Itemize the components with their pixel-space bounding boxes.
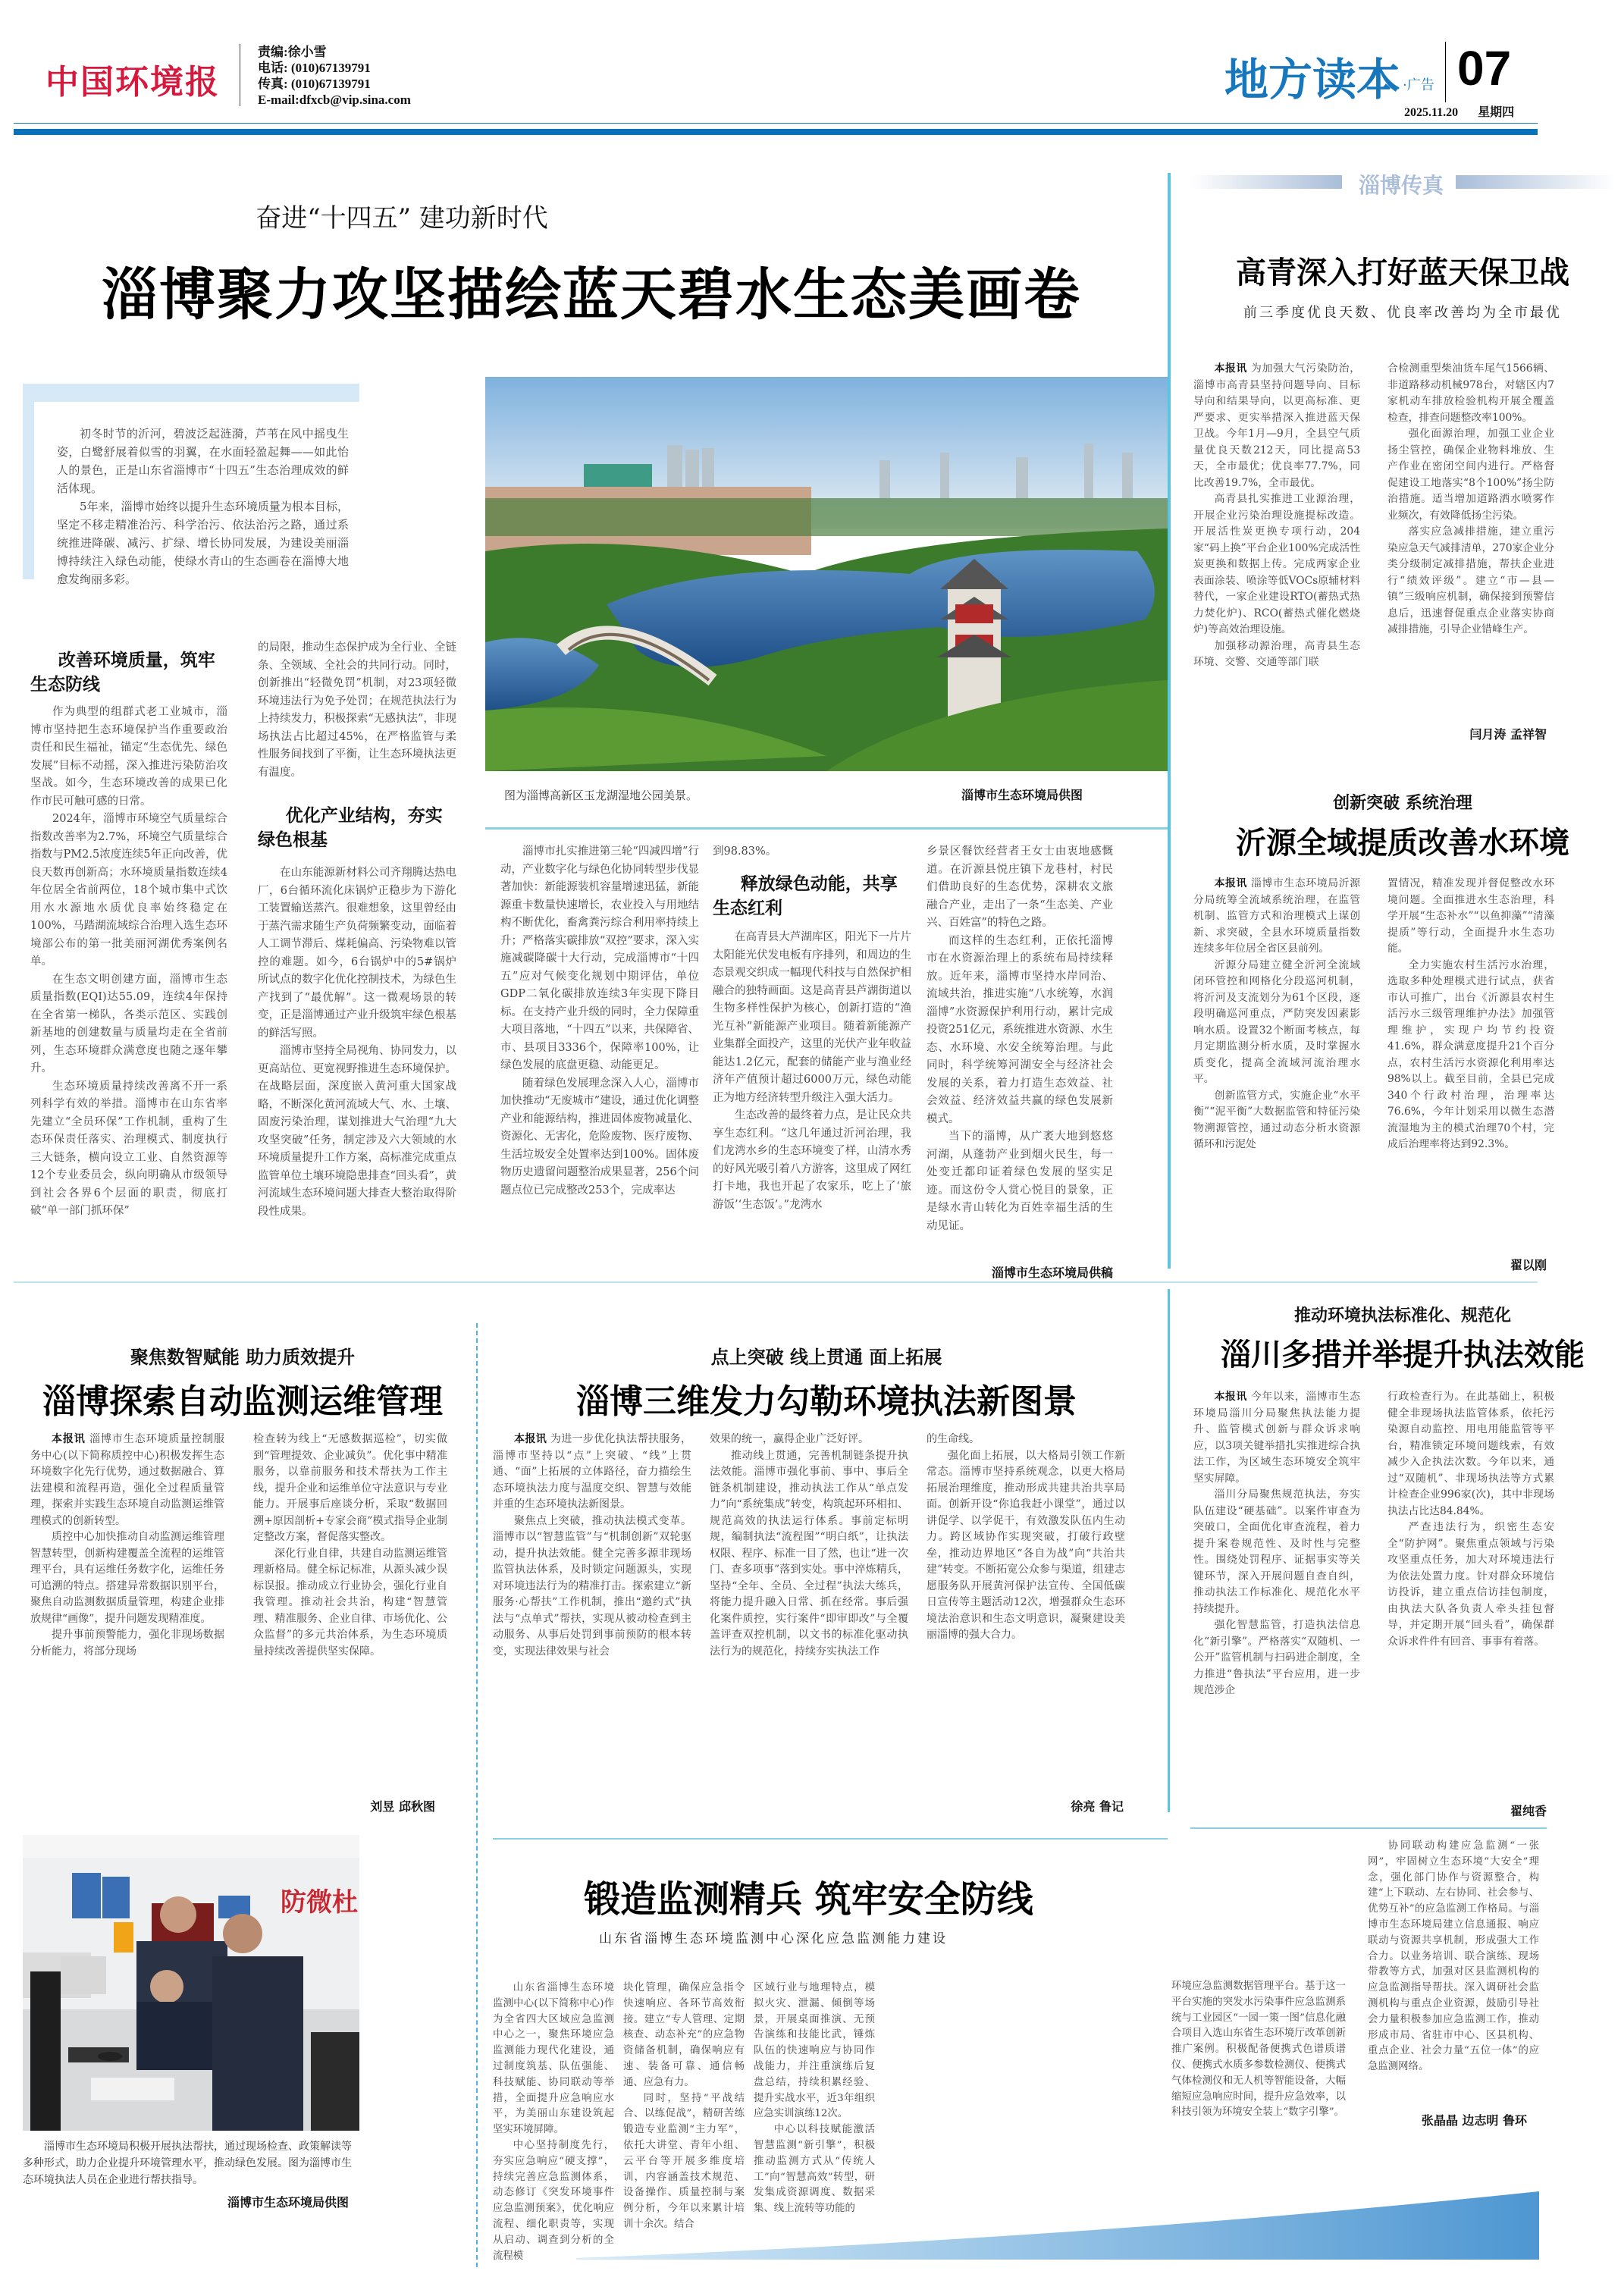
- paragraph-text: 淄博市生态环境质量控制服务中心(以下简称质控中心)积极发挥生态环境数字化先行优势，通过数据融合、算法建模和流程再造，强化全过程质量管理，探索并实践生态环境自动监测运维管理模式的创新转型。: [30, 1433, 225, 1527]
- paragraph: 质控中心加快推动自动监测运维管理智慧转型，创新构建覆盖全流程的运维管理平台，具有运维任务数字化，运维任务可追溯的特点。搭建异常数据识别平台，聚焦自动监测数据质量管理，构建企业排放规律“画像”，提升问题发现精准度。: [30, 1531, 224, 1625]
- story-b-col3: [927, 1432, 1125, 1644]
- paragraph: 落实应急减排措施，建立重污染应急天气减排清单，270家企业分类分级制定减排措施，帮扶企业进行“绩效评级”。建立“市—县—镇”三级响应机制，确保接到预警信息后，迅速督促重点企业落实协商减排措施，引导企业错峰生产。: [1387, 525, 1554, 635]
- section1-heading: 改善环境质量，筑牢生态防线: [30, 651, 215, 695]
- paragraph: 中心坚持制度先行，夯实应急响应“硬支撑”，持续完善应急监测体系，动态修订《突发环境事件应急监测预案》，优化响应流程、细化职责等，实现从启动、调查到分析的全流程模: [493, 2139, 614, 2262]
- story-a-byline: 刘昱 邱秋图: [370, 1799, 435, 1814]
- photo-caption-rule: [485, 827, 1168, 830]
- column4-start: 到98.83%。: [713, 845, 777, 858]
- paragraph: 中心以科技赋能激活智慧监测“新引擎”，积极推动监测方式从“传统人工”向“智慧高效”转型，研发集成资源调度、数据采集、线上流转等功能的: [754, 2124, 875, 2215]
- column5-body: [927, 843, 1113, 1235]
- weekday: 星期四: [1478, 106, 1515, 119]
- monitoring-byline: 张晶晶 边志明 鲁环: [1421, 2113, 1527, 2128]
- paragraph: 聚焦点上突破，推动执法模式变革。淄博市以“智慧监管”与“机制创新”双轮驱动，提升执法效能。健全完善多源非现场监管执法体系，及时锁定问题源头，实现对环境违法行为的精准打击。探索建立“新服务·心帮扶”工作机制，推出“邀约式”执法与“点单式”帮扶，实现从被动检查到主动服务、从事后处罚到事前预防的根本转变，实现法律效果与社会: [493, 1514, 691, 1658]
- story-a-kicker: 聚焦数智赋能 助力质效提升: [130, 1347, 356, 1368]
- section-tag: [1190, 169, 1615, 198]
- story-b-title: 淄博三维发力勾勒环境执法新图景: [576, 1382, 1077, 1421]
- section-tag-bar-left: [1190, 175, 1342, 189]
- paragraph: 而这样的生态红利，正依托淄博市在水资源治理上的系统布局持续释放。近年来，淄博市坚持水岸同治、流域共治，推进实施“八水统筹，水润淄博”水资源保护利用行动，累计完成投资251亿元，系统推进水资源、水生态、水环境、水安全统筹治理。与此同时，科学统筹河湖安全与经济社会发展的关系，着力打造生态效益、社会效益、经济效益共赢的绿色发展新模式。: [927, 934, 1113, 1125]
- paragraph: 全力实施农村生活污水治理，选取多种处理模式进行试点，获省市认可推广，出台《沂源县农村生活污水三级管理维护办法》加强管理维护，实现户均节约投资41.6%，群众满意度提升21个百分点，农村生活污水资源化利用率达98%以上。截至目前，全县已完成340个行政村治理，治理率达76.6%，今年计划采用以微生态潜流湿地为主的模式治理70个村，完成后治理率将达到92.3%。: [1387, 958, 1554, 1150]
- enforcement-photo: [23, 1835, 359, 2131]
- paragraph: 在生态文明创建方面，淄博市生态质量指数(EQI)达55.09，连续4年保持在全省第一梯队，各类示范区、实践创新基地的创建数量与质量均走在全省前列，生态环境群众满意度也随之逐年攀升。: [30, 973, 227, 1074]
- section1-body: [30, 704, 227, 1221]
- monitoring-story-subtitle: 山东省淄博生态环境监测中心深化应急监测能力建设: [599, 1931, 948, 1946]
- section3-body: [713, 929, 911, 1214]
- paragraph-text: 为加强大气污染防治，淄博市高青县坚持问题导向、目标导向和结果导向，以更高标准、更严要求、更实举措深入推进蓝天保卫战。今年1月—9月，全县空气质量优良天数212天，同比提高53天，全市最优；优良率77.7%，同比改善19.7%，全市最优。: [1193, 362, 1361, 489]
- paragraph: 合检测重型柴油货车尾气1566辆、非道路移动机械978台，对辖区内7家机动车排放检验机构开展全覆盖检查，排查问题整改率100%。: [1387, 362, 1554, 424]
- story-b-byline: 徐亮 鲁记: [1071, 1799, 1124, 1814]
- editor-info: [258, 44, 411, 108]
- paragraph: [1193, 361, 1360, 491]
- column2-body: [258, 639, 456, 782]
- paragraph: 区域行业与地理特点，模拟火灾、泄漏、倾倒等场景，开展桌面推演、无预告演练和技能比武，锤炼队伍的快速响应与协同作战能力，并注重演练后复盘总结，持续积累经验、提升实战水平，近3年组织应急实训演练12次。: [754, 1982, 875, 2120]
- story2-col1: [1193, 876, 1360, 1153]
- newspaper-logo: 中国环境报: [45, 63, 220, 102]
- story-a-title: 淄博探索自动监测运维管理: [42, 1382, 443, 1421]
- story-a-col2: [253, 1432, 447, 1660]
- story-b-col2: [710, 1432, 908, 1660]
- story2-title: 沂源全域提质改善水环境: [1236, 825, 1569, 861]
- intro-paragraph: 5年来，淄博市始终以提升生态环境质量为根本目标，坚定不移走精准治污、科学治污、依法治污之路，通过系统推进降碳、减污、扩绿、增长协同发展，为建设美丽淄博持续注入绿色动能，使绿水青山的生态画卷在淄博大地愈发绚丽多彩。: [57, 500, 349, 586]
- story-a-col1: [30, 1432, 224, 1660]
- paragraph: 置情况，精准发现并督促整改水环境问题。全面推进水生态治理，科学开展“生态补水”“以鱼抑藻”“清藻提质”等行动，全面提升水生态功能。: [1387, 877, 1554, 955]
- decorative-swoosh: [576, 2191, 1621, 2260]
- main-kicker: 奋进“十四五” 建功新时代: [256, 203, 548, 234]
- paragraph: 在山东能源新材料公司齐翔腾达热电厂，6台循环流化床锅炉正稳步为下游化工装置输送蒸汽。很难想象，这里曾经由于蒸汽需求随生产负荷频繁变动，面临着人工调节滞后、煤耗偏高、污染物难以管控的难题。如今，6台锅炉中的5#锅炉所试点的数字化优化控制技术，为绿色生产找到了“最优解”。这一微观场景的转变，正是淄博通过产业升级筑牢绿色根基的鲜活写照。: [258, 867, 456, 1040]
- intro-paragraph: 初冬时节的沂河，碧波泛起涟漪，芦苇在风中摇曳生姿，白鹭舒展着似雪的羽翼，在水面轻盈起舞——如此怡人的景色，正是山东省淄博市“十四五”生态治理成效的鲜活体现。: [57, 427, 349, 495]
- main-byline: 淄博市生态环境局供稿: [991, 1266, 1113, 1280]
- paragraph: 行政检查行为。在此基础上，积极健全非现场执法监管体系，依托污染源自动监控、用电用能监管等平台，精准锁定环境问题线索，有效减少入企执法次数。今年以来，通过“双随机”、非现场执法等方式累计检查企业996家(次)，其中非现场执法占比达84.84%。: [1387, 1391, 1554, 1517]
- paragraph: 推动线上贯通，完善机制链条提升执法效能。淄博市强化事前、事中、事后全链条机制建设，推动执法工作从“单点发力”向“系统集成”转变，构筑起环环相扣、规范高效的执法运行体系。事前定标明规，编制执法“流程图”“明白纸”，让执法权限、程序、标准一目了然，也让“进一次门、查多项事”落到实处。事中淬炼精兵，坚持“全年、全员、全过程”执法大练兵，将能力提升融入日常、抓在经常。事后强化案件质控，实行案件“即审即改”与全覆盖评查双控机制，以文书的标准化驱动执法行为的规范化，持续夯实执法工作: [710, 1449, 908, 1658]
- story2-byline: 翟以刚: [1510, 1258, 1547, 1272]
- issue-date: [1404, 102, 1514, 120]
- section-tag-label: 淄博传真: [1359, 173, 1444, 198]
- story-b-right-rule: [1168, 1289, 1170, 1812]
- story-b-col1: [493, 1432, 691, 1660]
- section2-heading: 优化产业结构，夯实绿色根基: [258, 806, 443, 850]
- paragraph: 山东省淄博生态环境监测中心(以下简称中心)作为全省四大区域应急监测中心之一，聚焦环境应急监测能力现代化建设，通过制度筑基、队伍强能、科技赋能、协同联动等举措，全面提升应急响应水平，为美丽山东建设筑起坚实环境屏障。: [493, 1982, 614, 2136]
- editor-name: 责编:徐小雪: [258, 45, 327, 59]
- story1-title: 高青深入打好蓝天保卫战: [1236, 255, 1569, 290]
- wetland-park-image: [485, 377, 1168, 771]
- monitoring-story-title: 锻造监测精兵 筑牢安全防线: [584, 1878, 1033, 1921]
- story1-subtitle: 前三季度优良天数、优良率改善均为全市最优: [1243, 305, 1562, 321]
- paragraph: 环境应急监测数据管理平台。基于这一平台实施的突发水污染事件应急监测系统与工业园区“一园一策一图”信息化融合项目入选山东省生态环境厅改革创新推广案例。积极配备便携式色谱质谱仪、便携式水质多参数检测仪、便携式气体检测仪和无人机等智能设备，大幅缩短应急响应时间，提升应急效率，以科技引领为环境安全装上“数字引擎”。: [1171, 1981, 1346, 2119]
- paragraph: 同时，坚持“平战结合、以练促战”，精研苦练锻造专业监测“主力军”，依托大讲堂、青年小组、云平台等开展多维度培训，内容涵盖技术规范、设备操作、质量控制与案例分析，今年以来累计培训十余次。结合: [623, 2092, 745, 2230]
- story-b-bottom-rule: [493, 1838, 1168, 1840]
- paragraph-text: 为进一步优化执法帮扶服务，淄博市坚持以“点”上突破、“线”上贯通、“面”上拓展的立体路径，奋力描绘生态环境执法力度与温度交织、智慧与效能并重的生态环境执法新图景。: [493, 1433, 692, 1510]
- paragraph: 在高青县大芦湖库区，阳光下一片片太阳能光伏发电板有序排列，和周边的生态景观交织成一幅现代科技与自然保护相融合的独特画面。这是高青县芦湖街道以生物多样性保护为核心，创新打造的“渔光互补”新能源产业项目。随着新能源产业集群全面投产，这里的光伏产业年收益能达1.2亿元，配套的储能产业与渔业经济年产值预计超过6000万元，绿色动能正为地方经济转型升级注入强大活力。: [713, 931, 911, 1104]
- paragraph-text: 淄博市生态环境局沂源分局统筹全流域系统治理，在监管机制、监管方式和治理模式上谋创新、求突破，全县水环境质量指数连续多年位居全省区县前列。: [1193, 877, 1361, 955]
- lead-label: 本报讯: [514, 1433, 547, 1445]
- paragraph: 淄博市坚持全局视角、协同发力，以更高站位、更宽视野推进生态环境保护。在战略层面，深度嵌入黄河重大国家战略，不断深化黄河流域大气、水、土壤、固废污染治理，谋划推进大气治理“九大攻坚突破”任务，制定涉及六大领域的水环境质量提升工作方案，高标准完成重点监管单位土壤环境隐患排查“回头看”，黄河流域生态环境问题大排查大整治取得阶段性成果。: [258, 1045, 456, 1218]
- date-value: 2025.11.20: [1404, 106, 1459, 119]
- right-column-rule-left: [1169, 173, 1171, 1269]
- paragraph: 严查违法行为，织密生态安全“防护网”。聚焦重点领域与污染攻坚重点任务，加大对环境违法行为依法处置力度。针对群众环境信访投诉，建立重点信访挂包制度，由执法大队各负责人牵头挂包督导，并定期开展“回头看”，确保群众诉求件件有回音、事事有着落。: [1387, 1521, 1554, 1648]
- paragraph: 创新监管方式，实施企业“水平衡”“泥平衡”大数据监管和特征污染物溯源管控，通过动态分析水资源循环和污泥处: [1193, 1089, 1360, 1150]
- paragraph: 效果的统一，赢得企业广泛好评。: [710, 1433, 869, 1445]
- section2-body: [258, 864, 456, 1221]
- enforcement-photo-credit: 淄博市生态环境局供图: [227, 2195, 350, 2210]
- story1-byline: 闫月涛 孟祥智: [1469, 727, 1547, 742]
- paragraph: 强化面上拓展，以大格局引领工作新常态。淄博市坚持系统观念，以更大格局拓展治理维度，推动形成共建共治共享局面。创新开设“你追我赶小课堂”，通过以讲促学、以学促干，有效激发队伍内生动力。跨区域协作实现突破，打破行政壁垒，推动边界地区“各自为战”向“共治共建”转变。不断拓宽公众参与渠道，组建志愿服务队开展黄河保护法宣传、全国低碳日宣传等主题活动12次，增强群众生态环境法治意识和生态文明意识，凝聚建设美丽淄博的强大合力。: [927, 1449, 1125, 1641]
- paragraph: 高青县扎实推进工业源治理，开展企业污染治理设施提标改造。开展活性炭更换专项行动，204家“码上换”平台企业100%完成活性炭更换和数据上传。完成两家企业表面涂装、喷涂等低VOCs原辅材料替代，一家企业建设RTO(蓄热式热力焚化炉)、RCO(蓄热式催化燃烧炉)等高效治理设施。: [1193, 493, 1360, 635]
- story-c-col2: [1387, 1389, 1554, 1650]
- lead-label: 本报讯: [1214, 362, 1247, 375]
- main-headline: 淄博聚力攻坚描绘蓝天碧水生态美画卷: [102, 262, 1081, 328]
- paragraph: 强化智慧监管，打造执法信息化“新引擎”。严格落实“双随机、一公开”监管机制与扫码进企制度，全力推进“鲁执法”平台应用，进一步规范涉企: [1193, 1619, 1360, 1696]
- wetland-park-photo: [485, 377, 1168, 771]
- section-suffix: ·广告: [1403, 77, 1434, 93]
- section-tag-bar-right: [1456, 175, 1615, 189]
- paragraph: [30, 1432, 224, 1529]
- paragraph: 随着绿色发展理念深入人心，淄博市加快推动“无废城市”建设，通过优化调整产业和能源结构，推进固体废物减量化、资源化、无害化，危险废物、医疗废物、生活垃圾安全处置率达到100%。固体废物历史遗留问题整治成果显著，256个问题点位已完成整改253个，完成率达: [500, 1077, 699, 1197]
- enforcement-photo-caption: 淄博市生态环境局积极开展执法帮扶，通过现场检查、政策解读等多种形式，助力企业提升环境管理水平，推动绿色发展。图为淄博市生态环境执法人员在企业进行帮扶指导。: [23, 2141, 352, 2186]
- paragraph: 生态环境质量持续改善离不开一系列科学有效的举措。淄博市在山东省率先建立“全员环保”工作机制，重构了生态环保责任落实、治理模式、制度执行三大链条，横向设立工业、自然资源等12个专业委员会，纵向明确从市级领导到社会各界6个层面的职责，彻底打破“单一部门抓环保”: [30, 1080, 227, 1217]
- paragraph: 当下的淄博，从广袤大地到悠悠河湖，从蓬勃产业到烟火民生，每一处变迁都印证着绿色发展的坚实足迹。而这份令人赏心悦目的景象，正是绿水青山转化为百姓幸福生活的生动见证。: [927, 1131, 1113, 1232]
- story-c-byline: 翟纯香: [1510, 1804, 1547, 1818]
- paragraph: 检查转为线上“无感数据巡检”，切实做到“管理提效、企业减负”。优化事中精准服务，以靠前服务和技术帮扶为工作主线，提升企业和运维单位守法意识与专业能力。开展事后座谈分析，采取“数据回溯+原因剖析+专家会商”模式指导企业制定整改方案，督促落实整改。: [253, 1433, 447, 1543]
- paragraph: [1193, 876, 1360, 958]
- paragraph: 协同联动构建应急监测“一张网”，牢固树立生态环境“大安全”理念，强化部门协作与资源整合，构建“上下联动、左右协同、社会参与、优势互补”的应急监测工作格局。与淄博市生态环境局建立信息通报、响应联动与资源共享机制，形成强大工作合力。以业务培训、联合演练、现场带教等方式，加强对区县监测机构的应急监测指导帮扶。深入调研社会监测机构与重点企业资源，鼓励引导社会力量积极参加应急监测工作，推动形成市局、省驻市中心、区县机构、重点企业、社会力量“五位一体”的应急监测网络。: [1368, 1840, 1539, 2073]
- paragraph: 作为典型的组群式老工业城市，淄博市坚持把生态环境保护当作重要政治责任和民生福祉，锚定“生态优先、绿色发展”目标不动摇，深入推进污染防治攻坚战。如今，生态环境改善的成果已化作市民可触可感的日常。: [30, 706, 227, 808]
- paragraph: 深化行业自律，共建自动监测运维管理新格局。健全标记标准，从源头减少误标误报。推动成立行业协会，强化行业自我管理。推动社会共治，构建“智慧管理、精准服务、企业自律、市场优化、公众监督”的多元共治体系，为生态环境质量持续改善提供坚实保障。: [253, 1547, 447, 1658]
- paragraph: 淄川分局聚焦规范执法，夯实队伍建设“硬基础”。以案件审查为突破口，全面优化审查流程，着力提升案卷规范性、及时性与完整性。围绕处罚程序、证据事实等关键环节，深入开展问题自查自纠，推动执法工作标准化、规范化水平持续提升。: [1193, 1488, 1360, 1615]
- paragraph: 加强移动源治理，高青县生态环境、交警、交通等部门联: [1193, 639, 1360, 668]
- paragraph: 强化面源治理，加强工业企业扬尘管控，确保企业物料堆放、生产作业在密闭空间内进行。严格督促建设工地落实“8个100%”扬尘防治措施。适当增加道路洒水喷雾作业频次，有效降低扬尘污染。: [1387, 428, 1554, 522]
- page-number-divider: [1445, 42, 1446, 102]
- editor-email[interactable]: E-mail:dfxcb@vip.sina.com: [258, 93, 411, 107]
- paragraph: 乡景区餐饮经营者王女士由衷地感慨道。在沂源县悦庄镇下龙巷村，村民们借助良好的生态优势，深耕农文旅融合产业，走出了一条“生态美、产业兴、百姓富”的特色之路。: [927, 845, 1113, 929]
- paragraph: 2024年，淄博市环境空气质量综合指数改善率为2.7%，环境空气质量综合指数与PM2.5浓度连续5年正向改善，优良天数再创新高；水环境质量指数连续4年位居全省前两位，18个城市集中式饮用水水源地水质优良率始终稳定在100%，马踏湖流域综合治理入选生态环境部公布的第一批美丽河湖优秀案例名单。: [30, 813, 227, 968]
- column3-body: [500, 843, 699, 1200]
- paragraph: 生态改善的最终着力点，是让民众共享生态红利。“这几年通过沂河治理，我们龙湾水乡的生态环境变了样，山清水秀的好风光吸引着八方游客，这里成了网红打卡地，我也开起了农家乐，吃上了‘旅游饭’‘生态饭’。”龙湾水: [713, 1109, 911, 1211]
- section-name: 地方读本: [1224, 54, 1401, 105]
- section3-heading: 释放绿色动能，共享生态红利: [713, 874, 898, 918]
- paragraph: 块化管理，确保应急指令快速响应、各环节高效衔接。建立“专人管理、定期核查、动态补充”的应急物资储备机制，确保响应有速、装备可靠、通信畅通、应急有力。: [623, 1982, 745, 2088]
- paragraph: [493, 1432, 691, 1513]
- monitoring-col5: [1368, 1839, 1539, 2075]
- wall-slogan: 防微杜: [281, 1887, 358, 1918]
- dashed-divider: [476, 1323, 478, 2267]
- story-b-kicker: 点上突破 线上贯通 面上拓展: [710, 1347, 942, 1368]
- photo-caption: 图为淄博高新区玉龙湖湿地公园美景。: [504, 789, 698, 802]
- page-number: 07: [1457, 41, 1512, 96]
- story-c-title: 淄川多措并举提升执法效能: [1221, 1337, 1585, 1372]
- lead-label: 本报讯: [1214, 877, 1247, 889]
- story-c-col1: [1193, 1389, 1360, 1699]
- lead-label: 本报讯: [52, 1433, 86, 1445]
- paragraph-text: 今年以来，淄博市生态环境局淄川分局聚焦执法能力提升、监管模式创新与群众诉求响应，以3项关键举措扎实推进综合执法工作，为区域生态环境安全筑牢坚实屏障。: [1193, 1391, 1361, 1485]
- story-c-bottom-rule: [1190, 1827, 1547, 1829]
- editor-fax: 传真: (010)67139791: [258, 77, 371, 91]
- paragraph: 的局限，推动生态保护成为全行业、全链条、全领域、全社会的共同行动。同时，创新推出“轻微免罚”机制，对23项轻微环境违法行为免予处罚；在规范执法行为上持续发力，积极探索“无感执法”，非现场执法占比超过45%，在严格监管与柔性服务间找到了平衡，让生态环境执法更有温度。: [258, 641, 456, 779]
- row-separator: [14, 1281, 1538, 1283]
- monitoring-col3: [754, 1981, 875, 2217]
- masthead-thick-rule: [14, 129, 1538, 135]
- intro-text: [57, 425, 349, 588]
- enforcement-image: [23, 1835, 359, 2131]
- paragraph: [1193, 1389, 1360, 1487]
- story1-col1: [1193, 361, 1360, 671]
- paragraph: 的生命线。: [927, 1433, 980, 1445]
- paragraph: 淄博市扎实推进第三轮“四减四增”行动，产业数字化与绿色化协同转型步伐显著加快：新能源装机容量增速迅猛，新能源重卡数量快速增长，农业投入与用地结构不断优化，畜禽粪污综合利用率持续上升；严格落实碳排放“双控”要求，深入实施减碳降碳十大行动，完成淄博市“十四五”应对气候变化规划中期评估，单位GDP二氧化碳排放连续3年实现下降目标。在支持产业升级的同时，全力保障重大项目落地，“十四五”以来，共保障省、市、县项目3336个，保障率100%，让绿色发展的底盘更稳、动能更足。: [500, 845, 699, 1071]
- photo-credit: 淄博市生态环境局供图: [961, 788, 1083, 802]
- story-c-kicker: 推动环境执法标准化、规范化: [1293, 1306, 1511, 1325]
- story1-col2: [1387, 361, 1554, 638]
- lead-label: 本报讯: [1214, 1391, 1247, 1403]
- story2-col2: [1387, 876, 1554, 1153]
- monitoring-col4: [1171, 1979, 1346, 2121]
- editor-phone: 电话: (010)67139791: [258, 61, 371, 75]
- paragraph: 提升事前预警能力，强化非现场数据分析能力，将部分现场: [30, 1629, 224, 1658]
- story2-kicker: 创新突破 系统治理: [1333, 794, 1472, 813]
- paragraph: 沂源分局建立健全沂河全流域闭环管控和网格化分段巡河机制，将沂河及支流划分为61个区段，逐段明确巡河重点，严防突发因素影响水质。设置32个断面考核点，每月定期监测分析水质，及时掌握水质变化，提高全流域河流治理水平。: [1193, 958, 1360, 1085]
- masthead-thin-rule: [14, 123, 1538, 124]
